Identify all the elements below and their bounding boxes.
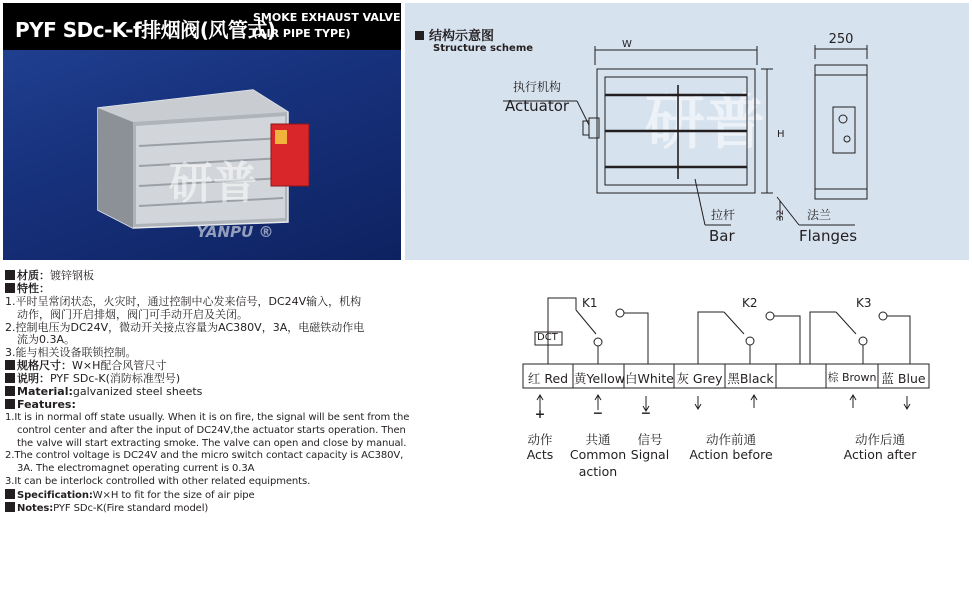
material-label: 材质： xyxy=(17,269,50,282)
spec-en-row xyxy=(5,489,450,502)
caption-after-en: Action after xyxy=(843,447,917,462)
feature-en-line: control center and after the input of DC24V,the actuator starts operation. Then xyxy=(17,424,406,436)
bullet-square xyxy=(5,399,15,409)
material-value: 镀锌钢板 xyxy=(50,269,94,282)
feature-cn-line: 流为0.3A。 xyxy=(17,333,76,347)
feature-en-line: the valve will start extracting smoke. The valve can open and close by manual. xyxy=(17,437,407,449)
scheme-watermark: 研普 xyxy=(645,88,765,158)
terminal-brown: 棕 Brown xyxy=(827,371,877,384)
feature-cn-line: 1.平时呈常闭状态，火灾时，通过控制中心发来信号，DC24V输入，机构 xyxy=(5,294,362,308)
product-photo xyxy=(3,50,401,260)
feature-cn-line: 动作，阀门开启排烟，阀门可手动开启及关闭。 xyxy=(17,307,248,321)
terminal-red: 红 Red xyxy=(527,371,569,386)
polarity-plus: + xyxy=(534,406,546,421)
bullet-square xyxy=(5,386,15,396)
scheme-title-text: 结构示意图 xyxy=(429,29,495,44)
caption-common-en: Common xyxy=(569,447,627,462)
feature-en-line: 3.It can be interlock controlled with other related equipments. xyxy=(5,476,311,488)
spec-en-label: Specification: xyxy=(17,490,93,502)
dim-w: W xyxy=(622,39,632,50)
material-en-value: galvanized steel sheets xyxy=(72,385,203,399)
polarity-minus: − xyxy=(592,405,604,420)
structure-scheme-panel xyxy=(405,3,969,260)
specification-text xyxy=(5,270,450,515)
feature-row xyxy=(5,283,450,296)
caption-common-cn: 共通 xyxy=(585,432,611,447)
note-value: PYF SDc-K(消防标准型号) xyxy=(50,372,181,386)
product-title: PYF SDc-K-f排烟阀(风管式) xyxy=(15,18,276,42)
label-actuator-cn: 执行机构 xyxy=(513,80,562,94)
dim-depth: 250 xyxy=(828,32,854,47)
terminal-white: 白White xyxy=(625,371,674,386)
bullet-square xyxy=(5,373,15,383)
label-bar-cn: 拉杆 xyxy=(711,208,736,222)
switch-k1-label: K1 xyxy=(582,296,598,310)
feature-en-line: 3A. The electromagnet operating current is 0.3A xyxy=(17,463,255,475)
feature-cn-line: 3.能与相关设备联锁控制。 xyxy=(5,346,137,360)
label-bar-en: Bar xyxy=(709,227,735,245)
label-actuator-en: Actuator xyxy=(505,97,570,115)
label-flanges-cn: 法兰 xyxy=(807,208,832,222)
bullet-square xyxy=(5,489,15,499)
caption-acts-cn: 动作 xyxy=(527,432,553,447)
header-banner xyxy=(3,3,401,50)
bullet-square xyxy=(5,502,15,512)
caption-signal-en: Signal xyxy=(630,447,670,462)
bullet-square xyxy=(5,360,15,370)
bullet-square xyxy=(5,283,15,293)
product-subtitle-line2: (AIR PIPE TYPE) xyxy=(253,27,351,40)
wiring-diagram xyxy=(518,288,938,488)
watermark-cn: 研普 xyxy=(169,158,257,209)
feature-en-line: 2.The control voltage is DC24V and the micro switch contact capacity is AC380V, xyxy=(5,450,404,462)
feature-label: 特性： xyxy=(17,281,50,295)
terminal-grey: 灰 Grey xyxy=(676,371,723,386)
caption-after-cn: 动作后通 xyxy=(854,432,905,447)
size-value: W×H配合风管尺寸 xyxy=(72,359,167,373)
feature-cn-line: 2.控制电压为DC24V，微动开关接点容量为AC380V，3A，电磁铁动作电 xyxy=(5,320,365,334)
switch-k2-label: K2 xyxy=(742,296,758,310)
product-subtitle-line1: SMOKE EXHAUST VALVE xyxy=(253,11,401,24)
material-row xyxy=(5,270,450,283)
notes-en-value: PYF SDc-K(Fire standard model) xyxy=(53,503,209,515)
note-label: 说明： xyxy=(17,372,50,386)
notes-en-label: Notes: xyxy=(17,503,54,515)
terminal-black: 黑Black xyxy=(727,371,774,386)
caption-before-cn: 动作前通 xyxy=(705,432,756,447)
caption-common-en2: action xyxy=(578,464,618,479)
scheme-subtitle: Structure scheme xyxy=(433,43,534,54)
polarity-minus: − xyxy=(640,405,652,420)
features-en-row xyxy=(5,399,450,412)
bullet-square xyxy=(5,270,15,280)
spec-en-value: W×H to fit for the size of air pipe xyxy=(92,490,255,502)
terminal-yellow: 黄Yellow xyxy=(574,371,625,386)
switch-k3-label: K3 xyxy=(856,296,872,310)
dim-flange: 32 xyxy=(776,209,786,221)
dct-label: DCT xyxy=(537,332,558,343)
features-en-label: Features: xyxy=(17,397,76,411)
label-flanges-en: Flanges xyxy=(799,227,858,245)
structure-drawing xyxy=(405,3,969,260)
caption-acts-en: Acts xyxy=(526,447,554,462)
dim-h: H xyxy=(777,129,785,140)
size-label: 规格尺寸： xyxy=(17,359,72,373)
terminal-blue: 蓝 Blue xyxy=(881,371,926,386)
watermark-en: YANPU ® xyxy=(196,223,274,241)
caption-before-en: Action before xyxy=(689,447,773,462)
notes-en-row xyxy=(5,502,450,515)
material-en-label: Material: xyxy=(17,385,73,399)
caption-signal-cn: 信号 xyxy=(637,432,663,447)
feature-en-line: 1.It is in normal off state usually. When it is on fire, the signal will be sent from the xyxy=(5,411,410,423)
